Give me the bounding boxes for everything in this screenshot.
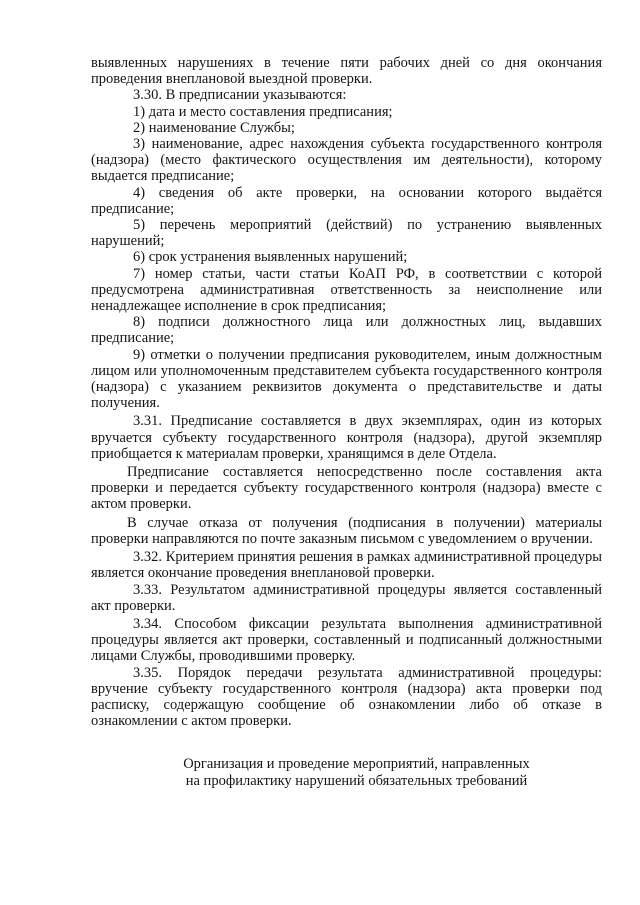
paragraph-3-31: 3.31. Предписание составляется в двух экземплярах, один из которых вручается субъекту государственного контроля (надзора), другой экземпляр приобщается к материалам проверки, хранящимся в деле Отдела. bbox=[91, 413, 602, 462]
document-body bbox=[91, 55, 602, 729]
list-item-7: 7) номер статьи, части статьи КоАП РФ, в соответствии с которой предусмотрена административная ответственность за неисполнение или ненадлежащее исполнение в срок предписания; bbox=[91, 265, 602, 315]
list-item-1: 1) дата и место составления предписания; bbox=[133, 103, 393, 120]
list-item-9: 9) отметки о получении предписания руководителем, иным должностным лицом или уполномоченным представителем субъекта государственного контроля (надзора) с указанием реквизитов документа о представительстве и даты получения. bbox=[91, 346, 602, 412]
paragraph-3-33: 3.33. Результатом административной процедуры является составленный акт проверки. bbox=[91, 581, 602, 614]
paragraph-3-34: 3.34. Способом фиксации результата выполнения административной процедуры является акт проверки, составленный и подписанный должностными лицами Службы, проводившими проверку. bbox=[91, 615, 602, 665]
paragraph-continuation: выявленных нарушениях в течение пяти рабочих дней со дня окончания проведения внеплановой выездной проверки. bbox=[91, 55, 602, 88]
section-heading-line-2: на профилактику нарушений обязательных требований bbox=[185, 772, 528, 789]
section-heading bbox=[91, 756, 602, 788]
section-heading-line-1: Организация и проведение мероприятий, направленных bbox=[183, 756, 530, 773]
paragraph-3-30: 3.30. В предписании указываются: bbox=[133, 87, 347, 104]
list-item-8: 8) подписи должностного лица или должностных лиц, выдавших предписание; bbox=[91, 314, 602, 347]
list-item-6: 6) срок устранения выявленных нарушений; bbox=[133, 249, 408, 266]
paragraph-prescription-timing: Предписание составляется непосредственно после составления акта проверки и передается субъекту государственного контроля (надзора) вместе с актом проверки. bbox=[91, 464, 602, 513]
list-item-4: 4) сведения об акте проверки, на основании которого выдаётся предписание; bbox=[91, 184, 602, 217]
list-item-3: 3) наименование, адрес нахождения субъекта государственного контроля (надзора) (место фактического осуществления им деятельности), которому выдается предписание; bbox=[91, 136, 602, 185]
paragraph-refusal: В случае отказа от получения (подписания в получении) материалы проверки направляются по почте заказным письмом с уведомлением о вручении. bbox=[91, 514, 602, 547]
paragraph-3-35: 3.35. Порядок передачи результата административной процедуры: вручение субъекту государственного контроля (надзора) акта проверки под расписку, содержащую сообщение об ознакомлении либо об отказе в ознакомлении с актом проверки. bbox=[91, 664, 602, 730]
list-item-5: 5) перечень мероприятий (действий) по устранению выявленных нарушений; bbox=[91, 217, 602, 250]
paragraph-3-32: 3.32. Критерием принятия решения в рамках административной процедуры является окончание проведения внеплановой проверки. bbox=[91, 549, 602, 582]
list-item-2: 2) наименование Службы; bbox=[133, 119, 295, 136]
